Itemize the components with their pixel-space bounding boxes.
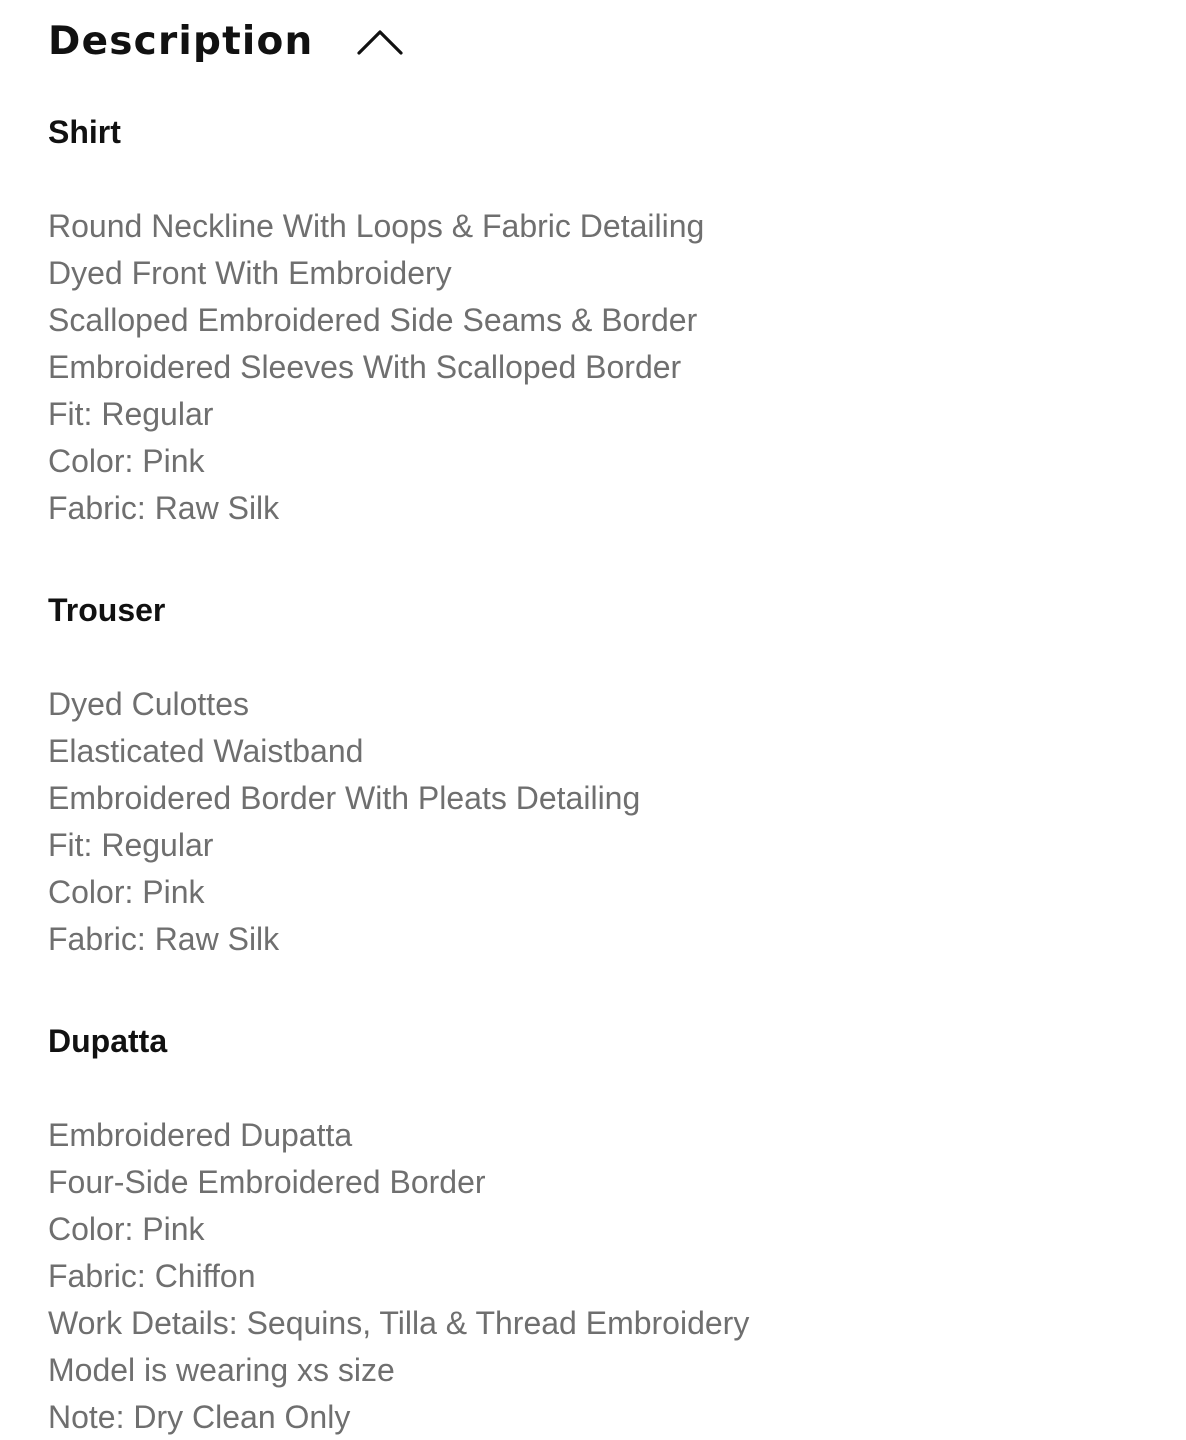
list-item: Embroidered Sleeves With Scalloped Border (48, 349, 682, 385)
description-panel (48, 0, 1138, 1440)
section-list-dupatta (48, 1112, 1138, 1440)
list-item: Fabric: Raw Silk (48, 490, 280, 526)
list-item: Note: Dry Clean Only (48, 1399, 351, 1435)
description-toggle[interactable] (48, 0, 1138, 82)
description-title: Description (48, 18, 314, 64)
list-item: Embroidered Dupatta (48, 1117, 353, 1153)
list-item: Four-Side Embroidered Border (48, 1164, 486, 1200)
list-item: Round Neckline With Loops & Fabric Detailing (48, 208, 705, 244)
list-item: Fit: Regular (48, 396, 214, 432)
list-item: Color: Pink (48, 1211, 205, 1247)
list-item: Color: Pink (48, 874, 205, 910)
list-item: Fabric: Chiffon (48, 1258, 256, 1294)
section-title-trouser: Trouser (48, 592, 166, 628)
list-item: Elasticated Waistband (48, 733, 364, 769)
list-item: Work Details: Sequins, Tilla & Thread Embroidery (48, 1305, 750, 1341)
list-item: Model is wearing xs size (48, 1352, 395, 1388)
list-item: Scalloped Embroidered Side Seams & Border (48, 302, 698, 338)
list-item: Fabric: Raw Silk (48, 921, 280, 957)
list-item: Fit: Regular (48, 827, 214, 863)
section-title-dupatta: Dupatta (48, 1023, 168, 1059)
section-list-shirt (48, 203, 1138, 532)
list-item: Dyed Front With Embroidery (48, 255, 452, 291)
chevron-up-icon[interactable] (357, 26, 403, 56)
list-item: Color: Pink (48, 443, 205, 479)
section-title-shirt: Shirt (48, 114, 121, 150)
list-item: Dyed Culottes (48, 686, 249, 722)
list-item: Embroidered Border With Pleats Detailing (48, 780, 641, 816)
section-list-trouser (48, 681, 1138, 963)
